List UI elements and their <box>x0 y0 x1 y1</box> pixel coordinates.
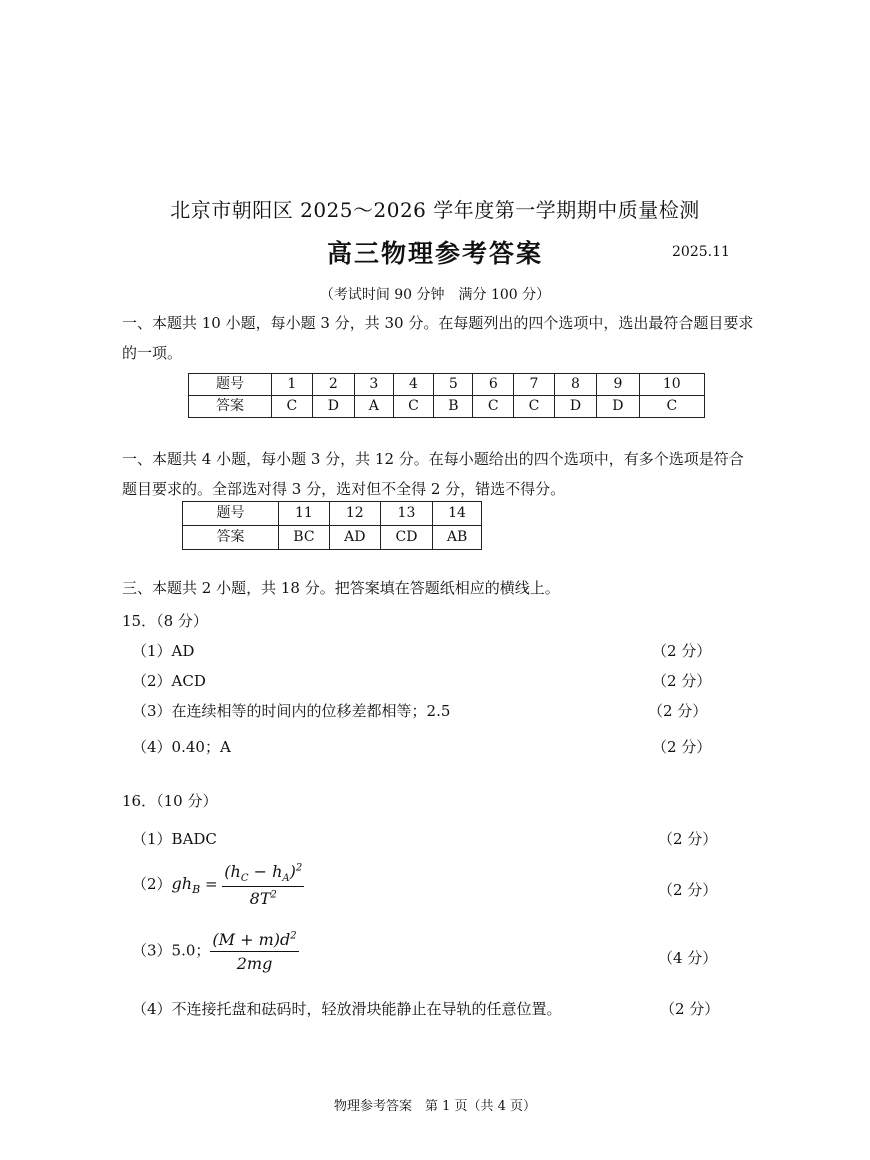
section2-answer-table <box>182 501 482 550</box>
q16-answer-4: （4）不连接托盘和砝码时，轻放滑块能静止在导轨的任意位置。 <box>132 1000 562 1018</box>
answer-cell: B <box>434 396 473 418</box>
numerator-sub: C <box>240 873 249 885</box>
formula-numerator <box>222 862 304 887</box>
answer-cell: D <box>312 396 354 418</box>
formula-lhs-sub: B <box>192 883 201 897</box>
answer-cell: AD <box>329 526 380 550</box>
answer-cell: C <box>473 396 514 418</box>
q15-points-1: （2 分） <box>652 642 712 660</box>
formula-fraction <box>210 930 298 973</box>
answer-cell: C <box>272 396 313 418</box>
answer-cell: C <box>393 396 434 418</box>
q15-answer-1: （1）AD <box>132 642 195 660</box>
exam-title: 北京市朝阳区 2025～2026 学年度第一学期期中质量检测 <box>170 198 700 222</box>
row-label: 题号 <box>183 502 279 526</box>
question-16-heading: 16．（10 分） <box>122 792 218 810</box>
q15-answer-4: （4）0.40；A <box>132 738 231 756</box>
q16-points-3: （4 分） <box>658 949 718 967</box>
exam-info: （考试时间 90 分钟 满分 100 分） <box>319 287 551 303</box>
section1-answer-table <box>188 373 705 418</box>
section1-instructions: 一、本题共 10 小题，每小题 3 分，共 30 分。在每题列出的四个选项中，选出最符合题目要求的一项。 <box>122 314 754 362</box>
q16-answer-2 <box>132 862 304 908</box>
question-number: 3 <box>355 374 394 396</box>
question-number: 6 <box>473 374 514 396</box>
question-number: 12 <box>329 502 380 526</box>
question-number: 7 <box>514 374 555 396</box>
answer-cell: BC <box>279 526 330 550</box>
question-number: 13 <box>380 502 432 526</box>
formula-lhs: gh <box>171 874 193 894</box>
question-number: 2 <box>312 374 354 396</box>
row-label: 答案 <box>183 526 279 550</box>
q15-answer-3: （3）在连续相等的时间内的位移差都相等；2.5 <box>132 702 451 720</box>
table-row <box>183 502 482 526</box>
table-row <box>183 526 482 550</box>
answer-cell: CD <box>380 526 432 550</box>
answer-cell: D <box>554 396 596 418</box>
question-number: 11 <box>279 502 330 526</box>
question-number: 10 <box>639 374 704 396</box>
formula-denominator <box>222 887 304 908</box>
answer-cell: AB <box>433 526 482 550</box>
question-number: 1 <box>272 374 313 396</box>
answer-cell: D <box>597 396 639 418</box>
table-row <box>189 374 705 396</box>
formula-equals: = <box>200 875 223 894</box>
numerator-sub: A <box>282 873 290 885</box>
question-number: 4 <box>393 374 434 396</box>
formula-fraction <box>222 862 304 908</box>
q15-points-2: （2 分） <box>652 672 712 690</box>
numerator-part: (M + m)d <box>212 930 291 949</box>
denominator-part: 8T <box>249 889 271 909</box>
page-title: 高三物理参考答案 <box>326 239 543 268</box>
q16-answer-2-prefix: （2） <box>132 875 172 894</box>
numerator-part: (h <box>224 862 241 881</box>
numerator-sup: 2 <box>290 930 297 942</box>
q15-answer-2: （2）ACD <box>132 672 206 690</box>
section3-instructions: 三、本题共 2 小题，共 18 分。把答案填在答题纸相应的横线上。 <box>122 579 560 597</box>
q15-points-4: （2 分） <box>652 738 712 756</box>
page-footer: 物理参考答案 第 1 页（共 4 页） <box>333 1099 537 1114</box>
question-number: 5 <box>434 374 473 396</box>
denominator-sup: 2 <box>270 889 277 901</box>
formula-numerator <box>210 930 298 952</box>
question-number: 14 <box>433 502 482 526</box>
section2-instructions: 一、本题共 4 小题，每小题 3 分，共 12 分。在每小题给出的四个选项中，有多个选项是符合题目要求的。全部选对得 3 分，选对但不全得 2 分，错选不得分。 <box>122 450 744 498</box>
exam-date: 2025.11 <box>672 244 730 260</box>
table-row <box>189 396 705 418</box>
numerator-sup: 2 <box>295 862 303 874</box>
formula-denominator: 2mg <box>236 954 273 973</box>
row-label: 题号 <box>189 374 272 396</box>
q16-answer-1: （1）BADC <box>132 830 217 848</box>
numerator-part: ) <box>289 862 296 881</box>
q16-answer-3 <box>132 930 299 973</box>
q16-points-1: （2 分） <box>658 830 718 848</box>
q16-answer-3-prefix: （3）5.0； <box>132 941 211 960</box>
q15-points-3: （2 分） <box>648 702 708 720</box>
question-number: 9 <box>597 374 639 396</box>
q16-points-4: （2 分） <box>660 1000 720 1018</box>
question-number: 8 <box>554 374 596 396</box>
numerator-part: − h <box>248 862 283 881</box>
row-label: 答案 <box>189 396 272 418</box>
question-15-heading: 15．（8 分） <box>122 612 208 630</box>
answer-cell: C <box>514 396 555 418</box>
q16-points-2: （2 分） <box>658 881 718 899</box>
answer-cell: C <box>639 396 704 418</box>
answer-cell: A <box>355 396 394 418</box>
